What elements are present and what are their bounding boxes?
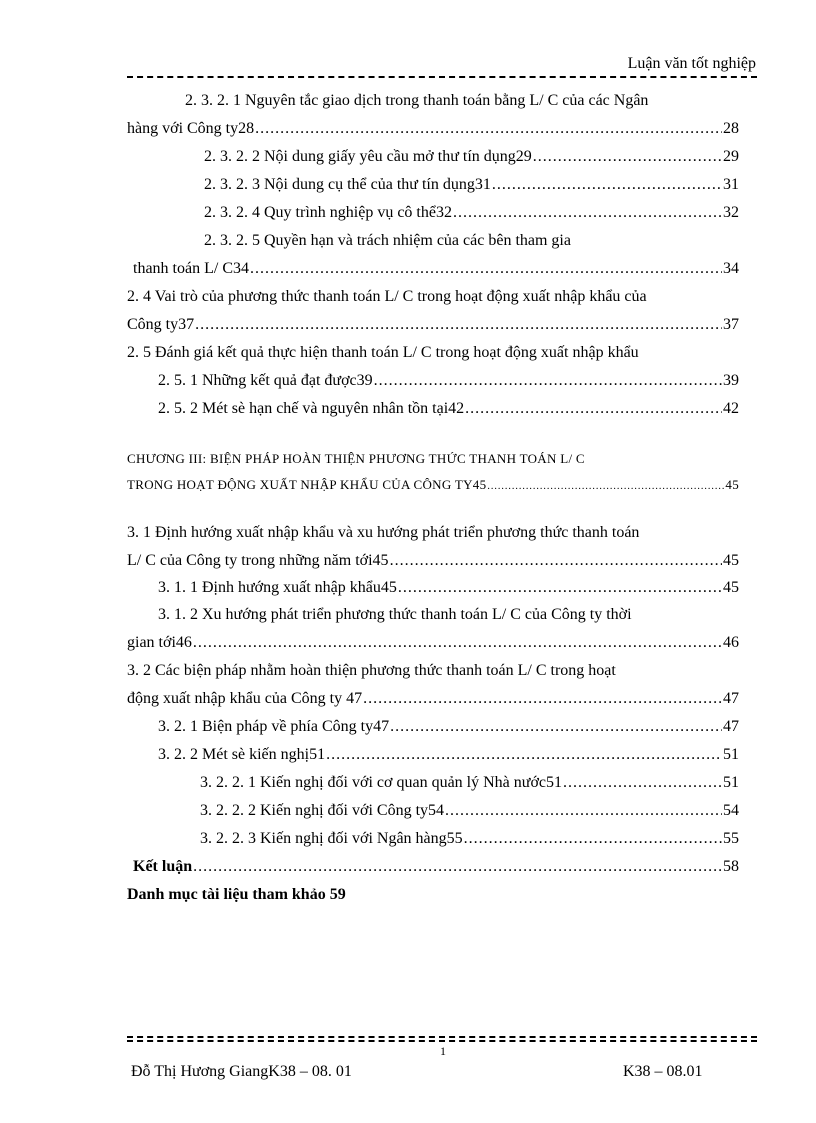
footer-author: Đỗ Thị Hương GiangK38 – 08. 01	[131, 1063, 352, 1080]
toc-entry-text: 3. 2. 2. 3 Kiến nghị đối với Ngân hàng55	[200, 830, 463, 847]
dot-leader	[487, 476, 724, 498]
toc-entry	[133, 856, 739, 878]
toc-entry-text: 2. 3. 2. 2 Nội dung giấy yêu cầu mở thư tín dụng29	[204, 148, 532, 165]
toc-entry	[204, 146, 739, 168]
dot-leader	[195, 314, 722, 336]
toc-page-number: 51	[723, 774, 739, 791]
toc-entry-text: 3. 2. 2. 1 Kiến nghị đối với cơ quan quản lý Nhà nước51	[200, 774, 562, 791]
toc-entry	[158, 370, 739, 392]
toc-page-number: 54	[723, 802, 739, 819]
dot-leader	[398, 577, 722, 599]
footer-divider	[127, 1036, 757, 1038]
toc-page-number: 28	[723, 120, 739, 137]
toc-page-number: 51	[723, 746, 739, 763]
toc-page-number: 42	[723, 400, 739, 417]
toc-entry	[127, 314, 739, 336]
toc-entry	[200, 828, 739, 850]
footer-divider	[127, 1040, 757, 1042]
dot-leader	[533, 146, 722, 168]
toc-entry	[204, 174, 739, 196]
dot-leader	[363, 688, 722, 710]
toc-page-number: 45	[725, 477, 739, 492]
toc-entry	[127, 688, 739, 710]
toc-page-number: 45	[723, 579, 739, 596]
toc-entry	[127, 118, 739, 140]
toc-entry-text: TRONG HOẠT ĐỘNG XUẤT NHẬP KHẨU CỦA CÔNG TY45	[127, 477, 487, 492]
toc-entry-text: 3. 2. 2 Mét sè kiến nghị51	[158, 746, 326, 763]
toc-entry-text: 2. 5. 2 Mét sè hạn chế và nguyên nhân tồn tại42	[158, 400, 465, 417]
toc-entry-text: 2. 5 Đánh giá kết quả thực hiện thanh toán L/ C trong hoạt động xuất nhập khẩu	[127, 344, 639, 361]
dot-leader	[193, 856, 722, 878]
toc-entry	[204, 230, 816, 252]
toc-entry-text: 3. 1. 1 Định hướng xuất nhập khẩu45	[158, 579, 397, 596]
toc-entry-text: động xuất nhập khẩu của Công ty 47	[127, 690, 363, 707]
dot-leader	[492, 174, 722, 196]
footer-class-code: K38 – 08.01	[623, 1063, 703, 1080]
toc-entry	[158, 604, 758, 626]
toc-page-number: 34	[723, 260, 739, 277]
dot-leader	[465, 398, 722, 420]
toc-page-number: 32	[723, 204, 739, 221]
toc-entry	[204, 202, 739, 224]
dot-leader	[374, 370, 722, 392]
toc-page-number: 47	[723, 718, 739, 735]
toc-entry	[127, 342, 767, 364]
toc-page-number: 55	[723, 830, 739, 847]
toc-entry-text: 3. 2 Các biện pháp nhằm hoàn thiện phương thức thanh toán L/ C trong hoạt	[127, 662, 616, 679]
toc-entry	[127, 884, 739, 906]
toc-entry	[127, 522, 767, 544]
toc-entry-text: CHƯƠNG III: BIỆN PHÁP HOÀN THIỆN PHƯƠNG THỨC THANH TOÁN L/ C	[127, 451, 585, 466]
toc-entry-text: Công ty37	[127, 316, 195, 333]
toc-entry-text: 3. 1. 2 Xu hướng phát triển phương thức thanh toán L/ C của Công ty thời	[158, 606, 632, 623]
dot-leader	[390, 550, 722, 572]
toc-entry	[200, 772, 739, 794]
toc-entry-text: Kết luận	[133, 858, 193, 875]
toc-entry-text: 2. 3. 2. 1 Nguyên tắc giao dịch trong thanh toán bằng L/ C của các Ngân	[185, 92, 649, 109]
toc-entry-text: 3. 1 Định hướng xuất nhập khẩu và xu hướng phát triển phương thức thanh toán	[127, 524, 640, 541]
toc-entry-text: gian tới46	[127, 634, 192, 651]
toc-entry	[127, 286, 767, 308]
toc-entry	[127, 660, 747, 682]
toc-chapter-heading	[127, 448, 747, 470]
dot-leader	[390, 716, 722, 738]
toc-entry-text: thanh toán L/ C34	[133, 260, 249, 277]
page-number: 1	[440, 1044, 446, 1058]
toc-page-number: 37	[723, 316, 739, 333]
toc-entry	[127, 550, 739, 572]
toc-entry	[200, 800, 739, 822]
toc-entry	[158, 398, 739, 420]
toc-entry-text: 2. 4 Vai trò của phương thức thanh toán L/ C trong hoạt động xuất nhập khẩu của	[127, 288, 647, 305]
header-divider	[127, 76, 757, 78]
toc-entry-text: hàng với Công ty28	[127, 120, 255, 137]
header-title: Luận văn tốt nghiệp	[627, 55, 756, 72]
toc-chapter-heading	[127, 474, 739, 496]
dot-leader	[453, 202, 722, 224]
toc-entry	[185, 90, 745, 112]
dot-leader	[563, 772, 722, 794]
toc-entry-text: 2. 3. 2. 5 Quyền hạn và trách nhiệm của các bên tham gia	[204, 232, 571, 249]
toc-entry-text: 3. 2. 1 Biện pháp về phía Công ty47	[158, 718, 390, 735]
toc-entry-text: L/ C của Công ty trong những năm tới45	[127, 552, 389, 569]
toc-entry	[133, 258, 739, 280]
toc-entry-text: 2. 3. 2. 3 Nội dung cụ thể của thư tín dụng31	[204, 176, 491, 193]
toc-entry-text: 2. 3. 2. 4 Quy trình nghiệp vụ cô thể32	[204, 204, 452, 221]
toc-page-number: 46	[723, 634, 739, 651]
dot-leader	[326, 744, 722, 766]
toc-entry-text: 2. 5. 1 Những kết quả đạt được39	[158, 372, 373, 389]
toc-page-number: 39	[723, 372, 739, 389]
toc-entry	[127, 632, 739, 654]
dot-leader	[464, 828, 722, 850]
dot-leader	[255, 118, 722, 140]
toc-entry	[158, 744, 739, 766]
toc-entry	[158, 716, 739, 738]
toc-page-number: 58	[723, 858, 739, 875]
toc-entry	[158, 577, 739, 599]
toc-page-number: 45	[723, 552, 739, 569]
toc-page-number: 29	[723, 148, 739, 165]
toc-page-number: 31	[723, 176, 739, 193]
toc-entry-text: 3. 2. 2. 2 Kiến nghị đối với Công ty54	[200, 802, 445, 819]
dot-leader	[445, 800, 722, 822]
toc-page-number: 47	[723, 690, 739, 707]
dot-leader	[193, 632, 722, 654]
dot-leader	[250, 258, 722, 280]
toc-entry-text: Danh mục tài liệu tham khảo 59	[127, 886, 346, 903]
